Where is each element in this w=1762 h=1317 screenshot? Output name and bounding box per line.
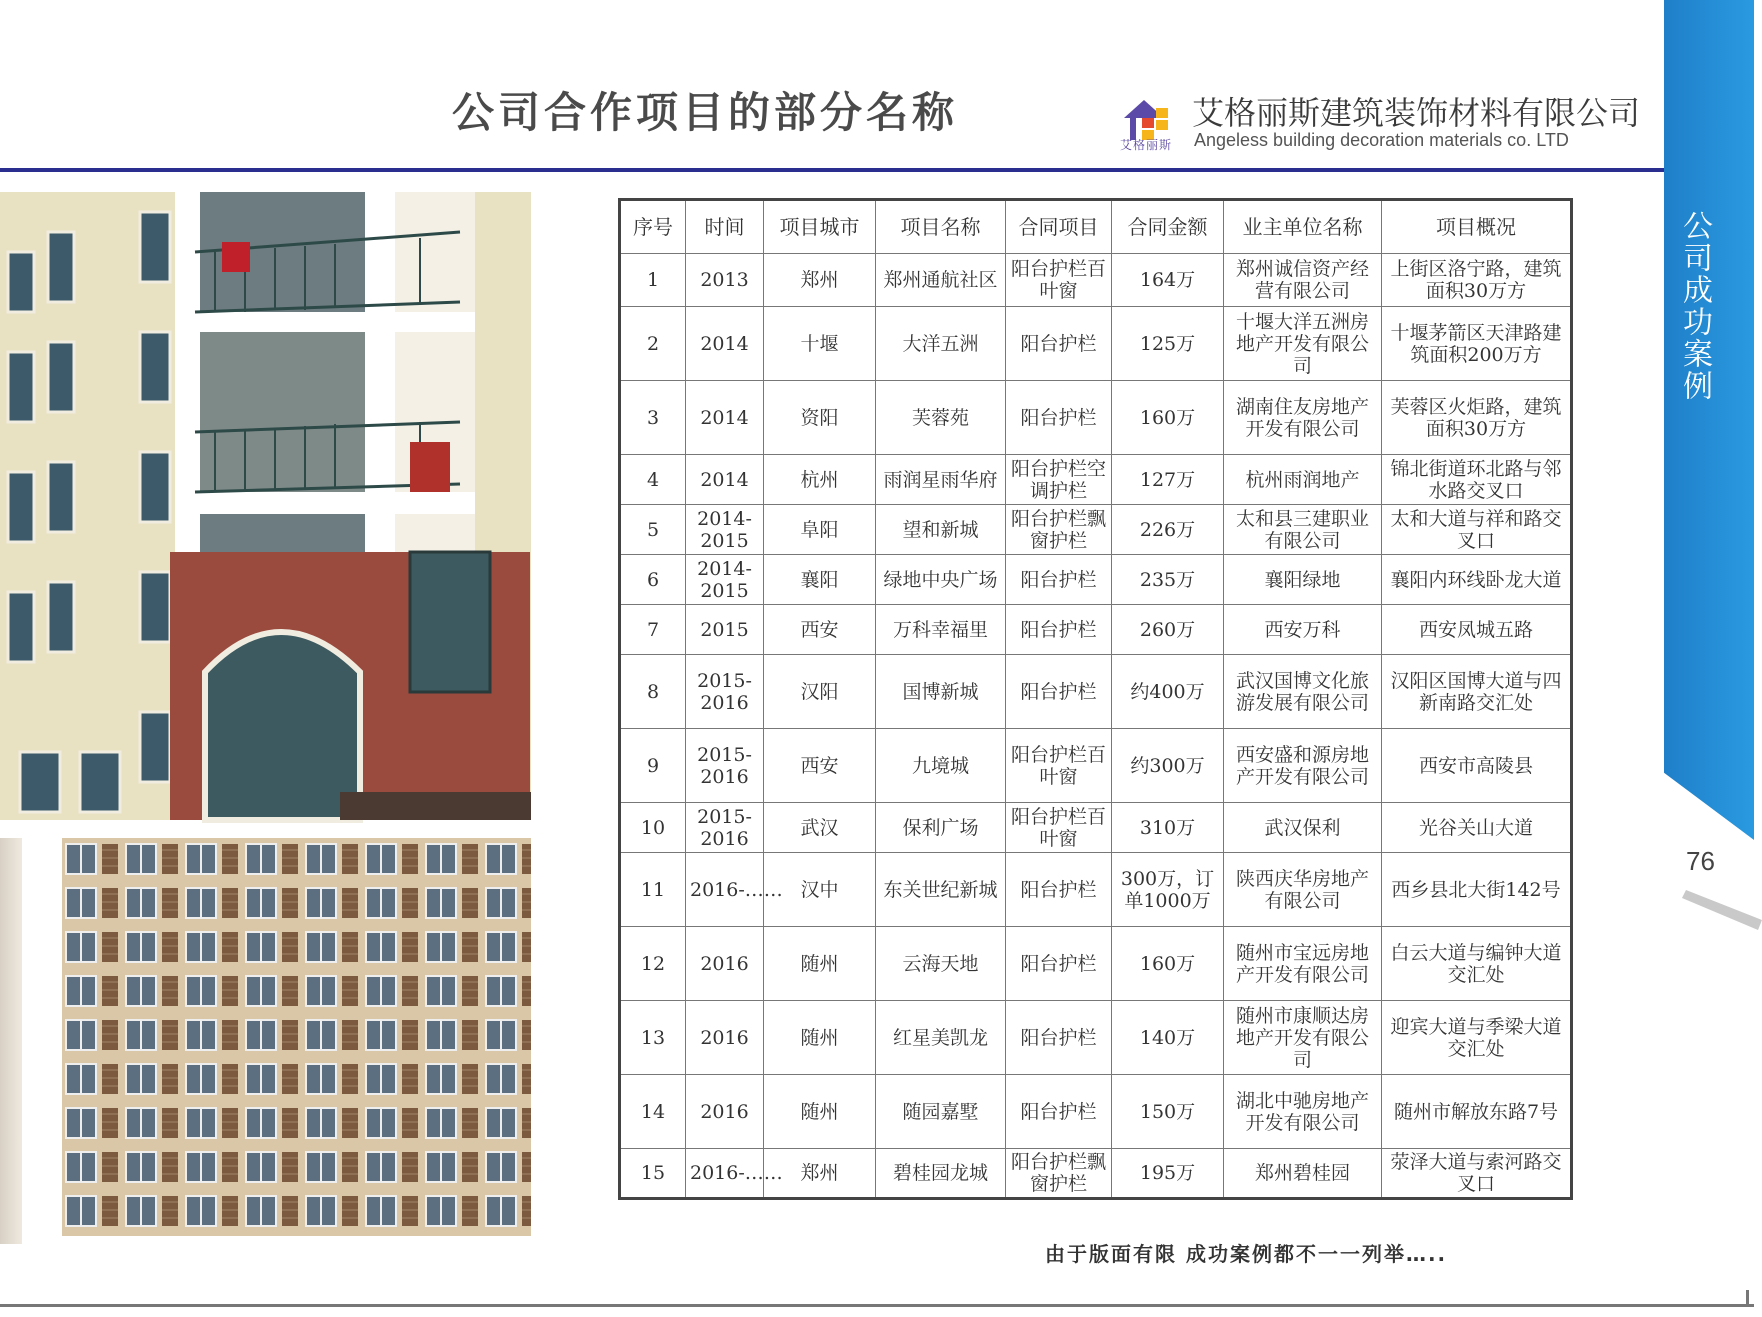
table-cell: 太和县三建职业有限公司	[1224, 505, 1382, 555]
table-cell: 郑州诚信资产经营有限公司	[1224, 254, 1382, 307]
table-cell: 郑州通航社区	[876, 254, 1006, 307]
logo-small-text: 艾格丽斯	[1120, 138, 1173, 152]
table-row	[620, 505, 1572, 555]
table-cell: 阳台护栏	[1006, 853, 1112, 927]
table-cell: 随州	[764, 1001, 876, 1075]
table-cell: 阳台护栏	[1006, 605, 1112, 655]
table-cell: 阳台护栏百叶窗	[1006, 254, 1112, 307]
table-cell: 武汉保利	[1224, 803, 1382, 853]
header-cell: 业主单位名称	[1224, 200, 1382, 254]
section-label: 公司成功案例	[1677, 210, 1712, 402]
table-cell: 襄阳绿地	[1224, 555, 1382, 605]
table-cell: 150万	[1112, 1075, 1224, 1149]
table-cell: 2014	[686, 307, 764, 381]
table-cell: 14	[620, 1075, 686, 1149]
table-cell: 红星美凯龙	[876, 1001, 1006, 1075]
table-cell: 10	[620, 803, 686, 853]
table-cell: 2016	[686, 927, 764, 1001]
table-cell: 随园嘉墅	[876, 1075, 1006, 1149]
table-row	[620, 605, 1572, 655]
table-row	[620, 254, 1572, 307]
table-cell: 2013	[686, 254, 764, 307]
table-cell: 2015-2016	[686, 655, 764, 729]
table-cell: 235万	[1112, 555, 1224, 605]
table-cell: 164万	[1112, 254, 1224, 307]
footnote: 由于版面有限 成功案例都不一一列举…..	[1045, 1242, 1448, 1266]
table-cell: 武汉	[764, 803, 876, 853]
table-cell: 2015	[686, 605, 764, 655]
table-cell: 雨润星雨华府	[876, 455, 1006, 505]
table-cell: 西安	[764, 729, 876, 803]
table-cell: 5	[620, 505, 686, 555]
table-cell: 阳台护栏飘窗护栏	[1006, 1149, 1112, 1199]
table-cell: 阳台护栏空调护栏	[1006, 455, 1112, 505]
table-cell: 西安	[764, 605, 876, 655]
table-cell: 迎宾大道与季梁大道交汇处	[1382, 1001, 1572, 1075]
table-cell: 140万	[1112, 1001, 1224, 1075]
table-cell: 阳台护栏	[1006, 1075, 1112, 1149]
table-cell: 3	[620, 381, 686, 455]
table-cell: 195万	[1112, 1149, 1224, 1199]
table-cell: 锦北街道环北路与邻水路交叉口	[1382, 455, 1572, 505]
table-cell: 汉阳	[764, 655, 876, 729]
table-cell: 2014-2015	[686, 555, 764, 605]
table-cell: 13	[620, 1001, 686, 1075]
table-cell: 阳台护栏百叶窗	[1006, 803, 1112, 853]
table-row	[620, 381, 1572, 455]
table-cell: 160万	[1112, 927, 1224, 1001]
table-cell: 8	[620, 655, 686, 729]
table-row	[620, 853, 1572, 927]
table-cell: 陕西庆华房地产有限公司	[1224, 853, 1382, 927]
table-cell: 随州市康顺达房地产开发有限公司	[1224, 1001, 1382, 1075]
header-cell: 时间	[686, 200, 764, 254]
table-cell: 上街区洛宁路，建筑面积30万方	[1382, 254, 1572, 307]
table-cell: 杭州雨润地产	[1224, 455, 1382, 505]
table-cell: 2015-2016	[686, 729, 764, 803]
table-cell: 2016-……	[686, 853, 764, 927]
table-cell: 226万	[1112, 505, 1224, 555]
company-name-en: Angeless building decoration materials co. LTD	[1194, 130, 1569, 150]
table-cell: 荥泽大道与索河路交叉口	[1382, 1149, 1572, 1199]
table-cell: 约300万	[1112, 729, 1224, 803]
table-cell: 汉阳区国博大道与四新南路交汇处	[1382, 655, 1572, 729]
table-header-row	[620, 200, 1572, 254]
header-cell: 合同项目	[1006, 200, 1112, 254]
table-cell: 望和新城	[876, 505, 1006, 555]
table-cell: 9	[620, 729, 686, 803]
table-cell: 随州	[764, 1075, 876, 1149]
table-cell: 阜阳	[764, 505, 876, 555]
bottom-divider-tick	[1746, 1290, 1749, 1304]
header-cell: 合同金额	[1112, 200, 1224, 254]
table-cell: 芙蓉苑	[876, 381, 1006, 455]
table-cell: 1	[620, 254, 686, 307]
table-cell: 2016	[686, 1001, 764, 1075]
table-cell: 310万	[1112, 803, 1224, 853]
header-cell: 序号	[620, 200, 686, 254]
table-cell: 十堰茅箭区天津路建筑面积200万方	[1382, 307, 1572, 381]
table-cell: 阳台护栏百叶窗	[1006, 729, 1112, 803]
table-cell: 2014	[686, 455, 764, 505]
table-body	[620, 254, 1572, 1199]
table-row	[620, 803, 1572, 853]
header-cell: 项目概况	[1382, 200, 1572, 254]
table-cell: 湖南住友房地产开发有限公司	[1224, 381, 1382, 455]
header-divider	[0, 168, 1664, 172]
table-cell: 郑州	[764, 254, 876, 307]
table-cell: 白云大道与编钟大道交汇处	[1382, 927, 1572, 1001]
table-cell: 随州	[764, 927, 876, 1001]
table-cell: 随州市宝远房地产开发有限公司	[1224, 927, 1382, 1001]
table-cell: 125万	[1112, 307, 1224, 381]
table-cell: 约400万	[1112, 655, 1224, 729]
table-cell: 15	[620, 1149, 686, 1199]
table-row	[620, 927, 1572, 1001]
table-cell: 2015-2016	[686, 803, 764, 853]
table-cell: 湖北中驰房地产开发有限公司	[1224, 1075, 1382, 1149]
highrise-facade-photo	[62, 838, 531, 1236]
table-cell: 国博新城	[876, 655, 1006, 729]
table-cell: 2014-2015	[686, 505, 764, 555]
table-cell: 光谷关山大道	[1382, 803, 1572, 853]
side-band	[1664, 0, 1754, 840]
balcony-building-photo	[0, 192, 531, 820]
table-cell: 十堰大洋五洲房地产开发有限公司	[1224, 307, 1382, 381]
table-cell: 阳台护栏	[1006, 381, 1112, 455]
header-cell: 项目名称	[876, 200, 1006, 254]
table-cell: 12	[620, 927, 686, 1001]
table-row	[620, 655, 1572, 729]
table-cell: 6	[620, 555, 686, 605]
table-cell: 大洋五洲	[876, 307, 1006, 381]
table-cell: 资阳	[764, 381, 876, 455]
table-cell: 十堰	[764, 307, 876, 381]
bottom-divider	[0, 1304, 1754, 1307]
table-cell: 阳台护栏	[1006, 927, 1112, 1001]
table-cell: 西安凤城五路	[1382, 605, 1572, 655]
table-cell: 160万	[1112, 381, 1224, 455]
table-row	[620, 555, 1572, 605]
table-cell: 300万，订单1000万	[1112, 853, 1224, 927]
table-cell: 万科幸福里	[876, 605, 1006, 655]
table-row	[620, 1149, 1572, 1199]
header-cell: 项目城市	[764, 200, 876, 254]
interior-photo-strip	[0, 838, 22, 1244]
table-row	[620, 1075, 1572, 1149]
table-cell: 阳台护栏	[1006, 655, 1112, 729]
table-cell: 武汉国博文化旅游发展有限公司	[1224, 655, 1382, 729]
table-cell: 阳台护栏	[1006, 307, 1112, 381]
projects-table-container	[618, 198, 1570, 1200]
company-name-cn: 艾格丽斯建筑装饰材料有限公司	[1192, 94, 1641, 132]
table-cell: 随州市解放东路7号	[1382, 1075, 1572, 1149]
table-row	[620, 307, 1572, 381]
table-cell: 西安市高陵县	[1382, 729, 1572, 803]
table-row	[620, 1001, 1572, 1075]
table-cell: 太和大道与祥和路交叉口	[1382, 505, 1572, 555]
projects-table	[618, 198, 1573, 1200]
table-cell: 芙蓉区火炬路，建筑面积30万方	[1382, 381, 1572, 455]
table-row	[620, 729, 1572, 803]
table-cell: 2	[620, 307, 686, 381]
table-cell: 阳台护栏飘窗护栏	[1006, 505, 1112, 555]
table-cell: 西安万科	[1224, 605, 1382, 655]
table-cell: 襄阳内环线卧龙大道	[1382, 555, 1572, 605]
table-cell: 127万	[1112, 455, 1224, 505]
table-cell: 260万	[1112, 605, 1224, 655]
page-title: 公司合作项目的部分名称	[452, 88, 959, 137]
decorative-slash-icon	[1682, 890, 1762, 930]
table-cell: 东关世纪新城	[876, 853, 1006, 927]
table-cell: 西乡县北大街142号	[1382, 853, 1572, 927]
table-cell: 九境城	[876, 729, 1006, 803]
table-cell: 2014	[686, 381, 764, 455]
table-row	[620, 455, 1572, 505]
table-cell: 阳台护栏	[1006, 555, 1112, 605]
table-cell: 2016	[686, 1075, 764, 1149]
table-cell: 汉中	[764, 853, 876, 927]
table-cell: 4	[620, 455, 686, 505]
table-cell: 西安盛和源房地产开发有限公司	[1224, 729, 1382, 803]
table-cell: 碧桂园龙城	[876, 1149, 1006, 1199]
page-number: 76	[1686, 846, 1715, 876]
table-cell: 保利广场	[876, 803, 1006, 853]
table-cell: 云海天地	[876, 927, 1006, 1001]
table-cell: 绿地中央广场	[876, 555, 1006, 605]
company-logo-block	[1120, 88, 1641, 156]
table-cell: 11	[620, 853, 686, 927]
table-cell: 2016-……	[686, 1149, 764, 1199]
table-cell: 襄阳	[764, 555, 876, 605]
table-cell: 郑州	[764, 1149, 876, 1199]
table-cell: 郑州碧桂园	[1224, 1149, 1382, 1199]
table-cell: 阳台护栏	[1006, 1001, 1112, 1075]
table-cell: 7	[620, 605, 686, 655]
table-cell: 杭州	[764, 455, 876, 505]
